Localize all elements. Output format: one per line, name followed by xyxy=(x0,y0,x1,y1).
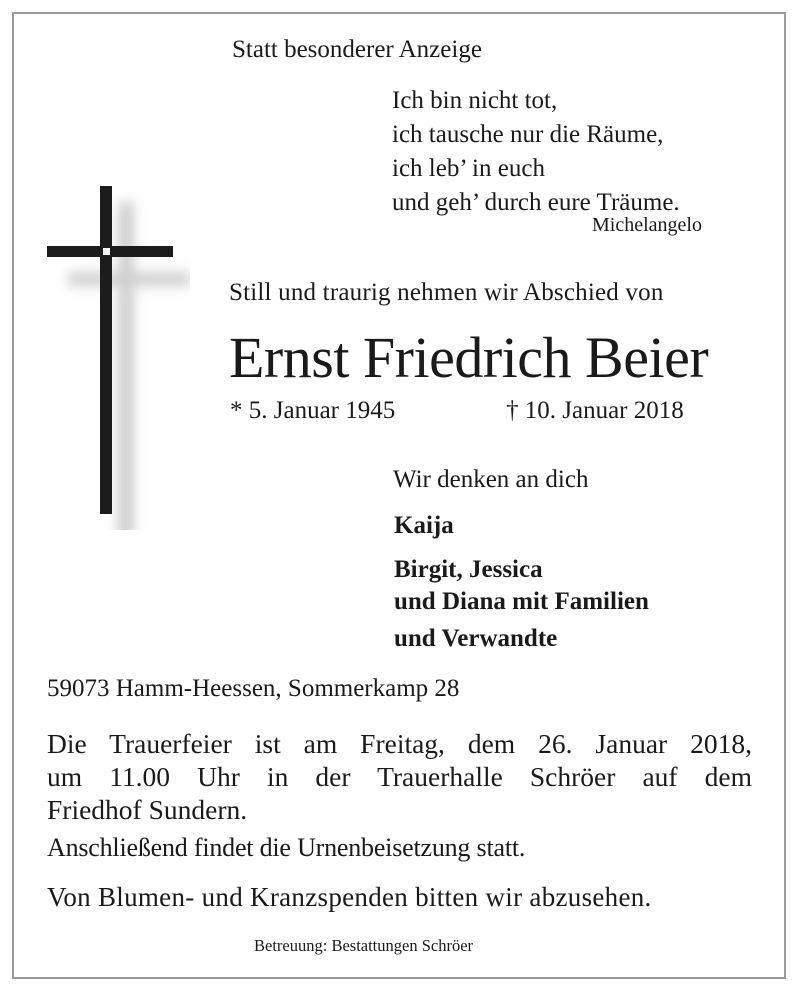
ceremony-line: um 11.00 Uhr in der Trauerhalle Schröer auf dem xyxy=(47,761,752,792)
poem-line: ich tausche nur die Räume, xyxy=(392,121,664,148)
notice-heading: Statt besonderer Anzeige xyxy=(232,36,482,63)
mourner-line: Kaija xyxy=(394,512,454,539)
ceremony-line: Friedhof Sundern. xyxy=(47,794,248,825)
mourner-line: und Diana mit Familien xyxy=(394,588,649,615)
funeral-home-credit: Betreuung: Bestattungen Schröer xyxy=(254,936,474,955)
poem-line: ich leb’ in euch xyxy=(392,155,545,182)
mourner-line: Birgit, Jessica xyxy=(394,556,543,583)
poem-line: und geh’ durch eure Träume. xyxy=(392,189,680,216)
ceremony-line: Die Trauerfeier ist am Freitag, dem 26. Januar 2018, xyxy=(47,728,752,759)
farewell-line: Still und traurig nehmen wir Abschied von xyxy=(229,279,664,306)
death-date: † 10. Januar 2018 xyxy=(506,397,684,424)
cross-shape xyxy=(47,186,173,514)
poem-line: Ich bin nicht tot, xyxy=(392,87,558,114)
mourners-intro: Wir denken an dich xyxy=(393,466,589,493)
deceased-name: Ernst Friedrich Beier xyxy=(229,325,709,390)
mourner-line: und Verwandte xyxy=(394,625,558,652)
cross-icon xyxy=(40,180,190,530)
poem xyxy=(392,84,680,220)
address: 59073 Hamm-Heessen, Sommerkamp 28 xyxy=(47,675,460,702)
flowers-note: Von Blumen- und Kranzspenden bitten wir abzusehen. xyxy=(47,882,652,912)
urn-burial-note: Anschließend findet die Urnenbeisetzung statt. xyxy=(47,833,526,862)
birth-date: * 5. Januar 1945 xyxy=(230,397,396,424)
ceremony-info xyxy=(47,727,752,826)
poem-author: Michelangelo xyxy=(592,214,702,236)
